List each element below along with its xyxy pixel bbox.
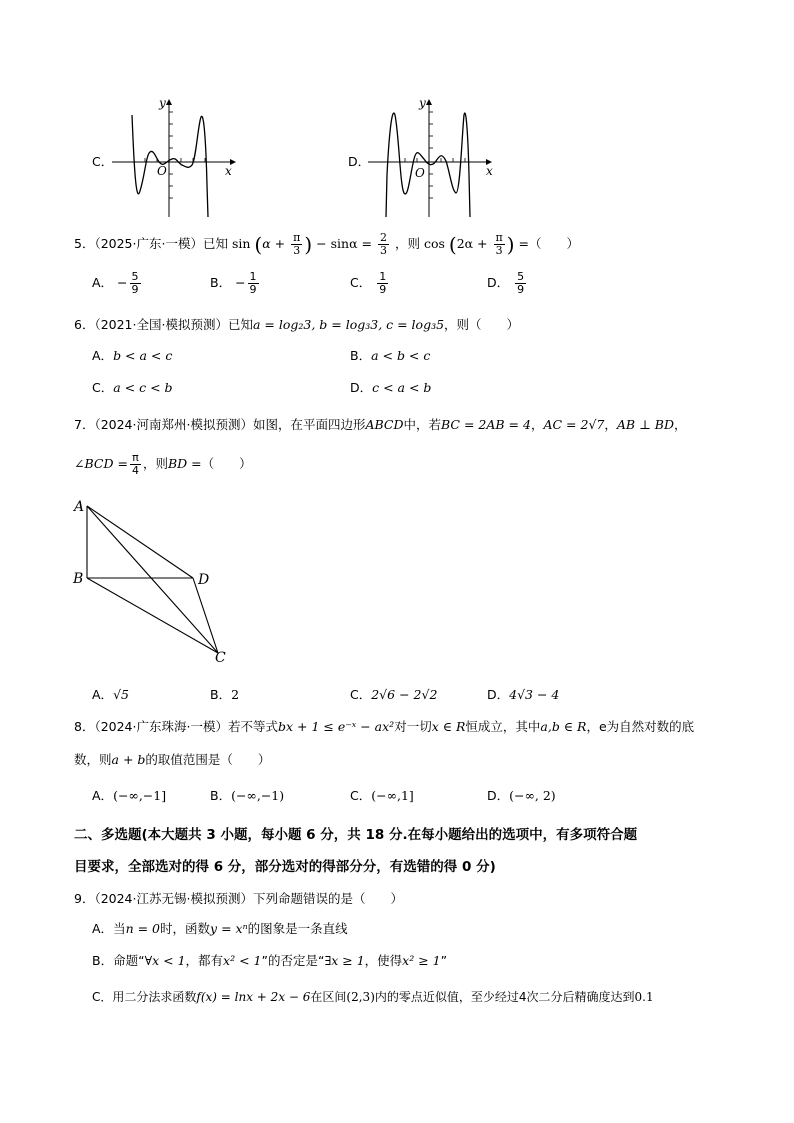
graph-d-x-label: x <box>486 164 493 178</box>
question-8-stem-line1: 8．（2024·广东珠海·一模）若不等式bx + 1 ≤ e⁻ˣ − ax²对一切x ∈ R恒成立，其中a,b ∈ R，e为自然对数的底 <box>74 719 695 734</box>
q5-option-d[interactable]: D． $\frac{5}{9}$ <box>487 270 525 296</box>
graph-d-origin-label: O <box>415 166 425 180</box>
q6-option-b[interactable]: B．a < b < c <box>350 348 431 363</box>
graph-c-figure <box>112 95 262 220</box>
q5-option-b[interactable]: B． − $\frac{1}{9}$ <box>210 270 257 296</box>
question-7-stem-line2: ∠BCD = $\frac{\pi}{4}$ ，则BD =（ ） <box>74 451 252 477</box>
q9-option-c[interactable]: C．用二分法求函数f(x) = lnx + 2x − 6在区间(2,3)内的零点近似值，至少经过4次二分后精确度达到0.1 <box>92 990 654 1004</box>
graph-d-figure <box>368 95 518 220</box>
q6-option-a[interactable]: A．b < a < c <box>92 348 173 363</box>
vertex-c-label: C <box>215 650 226 666</box>
q7-option-b[interactable]: B．2 <box>210 687 240 702</box>
question-6-stem: 6．（2021·全国·模拟预测）已知a = log₂3, b = log₃3, c = log₃5，则（ ） <box>74 317 520 332</box>
graph-d-y-label: y <box>419 96 426 110</box>
graph-c-y-label: y <box>159 96 166 110</box>
q7-option-a[interactable]: A．√5 <box>92 687 129 702</box>
section-2-heading-line1: 二、多选题(本大题共 3 小题，每小题 6 分，共 18 分.在每小题给出的选项中，有多项符合题 <box>74 827 638 843</box>
q8-option-b[interactable]: B．(−∞,−1) <box>210 788 285 803</box>
q7-option-c[interactable]: C．2√6 − 2√2 <box>350 687 438 702</box>
graph-c-x-label: x <box>225 164 232 178</box>
question-9-stem: 9．（2024·江苏无锡·模拟预测）下列命题错误的是（ ） <box>74 891 403 906</box>
section-2-heading-line2: 目要求，全部选对的得 6 分，部分选对的得部分分，有选错的得 0 分) <box>74 859 496 875</box>
q6-option-d[interactable]: D．c < a < b <box>350 380 432 395</box>
question-5-stem: 5．（2025·广东·一模）已知 sin (α + $\frac{\pi}{3}$ ) − sinα = $\frac{2}{3}$ ，则 cos (2α + $\frac{\pi}{3}$ ) =（ ） <box>74 231 580 257</box>
q6-option-c[interactable]: C．a < c < b <box>92 380 173 395</box>
q8-option-a[interactable]: A．(−∞,−1] <box>92 788 167 803</box>
option-d-label: D． <box>348 154 371 169</box>
question-8-stem-line2: 数，则a + b的取值范围是（ ） <box>74 752 271 767</box>
vertex-d-label: D <box>198 572 210 588</box>
q7-quadrilateral-figure <box>70 496 240 666</box>
q9-option-b[interactable]: B．命题“∀x < 1，都有x² < 1”的否定是“∃x ≥ 1，使得x² ≥ 1” <box>92 953 448 968</box>
q8-option-c[interactable]: C．(−∞,1] <box>350 788 414 803</box>
q9-option-a[interactable]: A．当n = 0时，函数y = xⁿ的图象是一条直线 <box>92 921 348 936</box>
option-c-label: C． <box>92 154 114 169</box>
q7-option-d[interactable]: D．4√3 − 4 <box>487 687 560 702</box>
question-7-stem-line1: 7．（2024·河南郑州·模拟预测）如图，在平面四边形ABCD中，若BC = 2AB = 4，AC = 2√7，AB ⊥ BD， <box>74 417 687 432</box>
vertex-a-label: A <box>74 499 85 515</box>
graph-c-origin-label: O <box>157 164 167 178</box>
vertex-b-label: B <box>73 571 84 587</box>
q5-option-a[interactable]: A． − $\frac{5}{9}$ <box>92 270 139 296</box>
q8-option-d[interactable]: D．(−∞, 2) <box>487 788 556 803</box>
q5-option-c[interactable]: C． $\frac{1}{9}$ <box>350 270 387 296</box>
